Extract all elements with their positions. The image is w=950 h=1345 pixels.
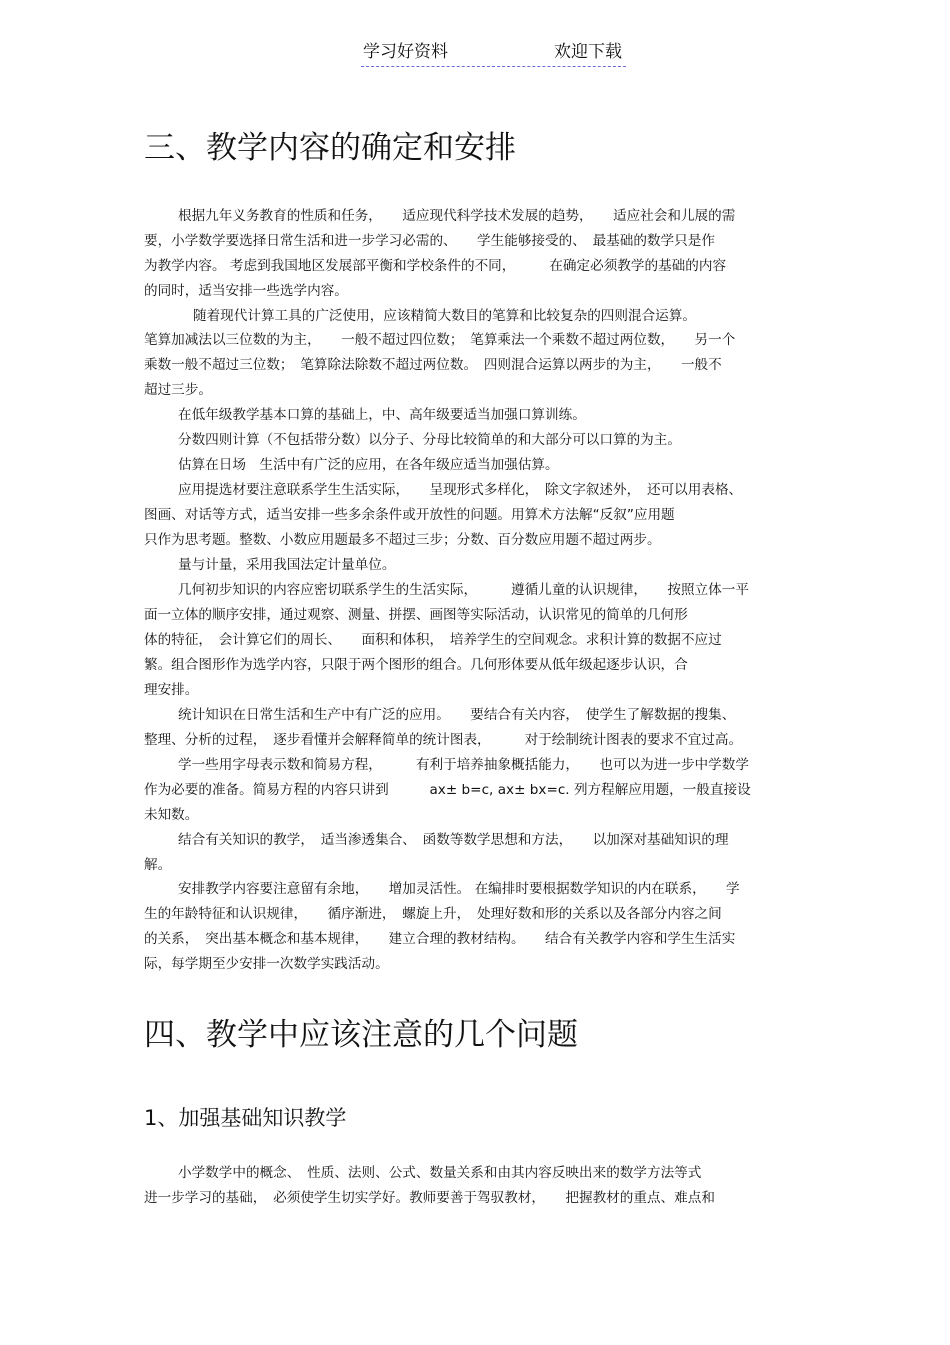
text-line: 际，每学期至少安排一次数学实践活动。 (144, 956, 389, 972)
text-line: 作为必要的准备。简易方程的内容只讲到 ax± b=c, ax± bx=c. 列方程解应用题，一般直接设 (144, 782, 751, 798)
page-header (361, 40, 626, 67)
text-line: 小学数学中的概念、 性质、法则、公式、数量关系和由其内容反映出来的数学方法等式 (178, 1165, 702, 1181)
text-line: 面一立体的顺序安排，通过观察、测量、拼摆、画图等实际活动，认识常见的简单的几何形 (144, 607, 688, 623)
section4-title: 四、教学中应该注意的几个问题 (144, 1017, 578, 1053)
text-line: 理安排。 (144, 682, 199, 698)
text-line: 繁。组合图形作为选学内容，只限于两个图形的组合。几何形体要从低年级起逐步认识，合 (144, 657, 688, 673)
header-right-text: 欢迎下载 (554, 42, 622, 62)
text-line: 随着现代计算工具的广泛使用，应该精简大数目的笔算和比较复杂的四则混合运算。 (193, 308, 696, 324)
text-line: 整理、分析的过程， 逐步看懂并会解释简单的统计图表， 对于绘制统计图表的要求不宜过高。 (144, 732, 743, 748)
text-line: 未知数。 (144, 807, 199, 823)
text-line: 学一些用字母表示数和简易方程， 有利于培养抽象概括能力， 也可以为进一步中学数学 (178, 757, 749, 773)
text-line: 分数四则计算（不包括带分数）以分子、分母比较简单的和大部分可以口算的为主。 (178, 432, 681, 448)
text-line: 生的年龄特征和认识规律， 循序渐进， 螺旋上升， 处理好数和形的关系以及各部分内容之间 (144, 906, 722, 922)
text-line: 根据九年义务教育的性质和任务， 适应现代科学技术发展的趋势， 适应社会和儿展的需 (178, 208, 736, 224)
text-line: 乘数一般不超过三位数； 笔算除法除数不超过两位数。 四则混合运算以两步的为主， 一般不 (144, 357, 722, 373)
text-line: 图画、对话等方式，适当安排一些多余条件或开放性的问题。用算术方法解“反叙”应用题 (144, 507, 675, 523)
text-line: 安排教学内容要注意留有余地， 增加灵活性。 在编排时要根据数学知识的内在联系， 学 (178, 881, 740, 897)
text-line: 统计知识在日常生活和生产中有广泛的应用。 要结合有关内容， 使学生了解数据的搜集、 (178, 707, 736, 723)
section3-title: 三、教学内容的确定和安排 (144, 130, 516, 166)
text-line: 超过三步。 (144, 382, 212, 398)
text-line: 量与计量，采用我国法定计量单位。 (178, 557, 396, 573)
text-line: 在低年级教学基本口算的基础上，中、高年级要适当加强口算训练。 (178, 407, 586, 423)
header-left-text: 学习好资料 (363, 42, 448, 62)
text-line: 体的特征， 会计算它们的周长、 面积和体积， 培养学生的空间观念。求积计算的数据不应过 (144, 632, 722, 648)
text-line: 为教学内容。 考虑到我国地区发展部平衡和学校条件的不同， 在确定必须教学的基础的内容 (144, 258, 727, 274)
text-line: 进一步学习的基础， 必须使学生切实学好。教师要善于驾驭教材， 把握教材的重点、难点和 (144, 1190, 715, 1206)
text-line: 解。 (144, 857, 172, 873)
text-line: 笔算加减法以三位数的为主， 一般不超过四位数； 笔算乘法一个乘数不超过两位数， 另一个 (144, 332, 736, 348)
text-line: 结合有关知识的教学， 适当渗透集合、 函数等数学思想和方法， 以加深对基础知识的理 (178, 832, 729, 848)
text-line: 几何初步知识的内容应密切联系学生的生活实际， 遵循儿童的认识规律， 按照立体一平 (178, 582, 749, 598)
text-line: 只作为思考题。整数、小数应用题最多不超过三步；分数、百分数应用题不超过两步。 (144, 532, 661, 548)
text-line: 要，小学数学要选择日常生活和进一步学习必需的、 学生能够接受的、 最基础的数学只是作 (144, 233, 715, 249)
text-line: 的同时，适当安排一些选学内容。 (144, 283, 348, 299)
text-line: 应用提选材要注意联系学生生活实际， 呈现形式多样化， 除文字叙述外， 还可以用表格、 (178, 482, 743, 498)
text-line: 估算在日场 生活中有广泛的应用，在各年级应适当加强估算。 (178, 457, 559, 473)
text-line: 的关系， 突出基本概念和基本规律， 建立合理的教材结构。 结合有关教学内容和学生生活实 (144, 931, 736, 947)
section4-subheading-1: 1、加强基础知识教学 (144, 1106, 347, 1130)
